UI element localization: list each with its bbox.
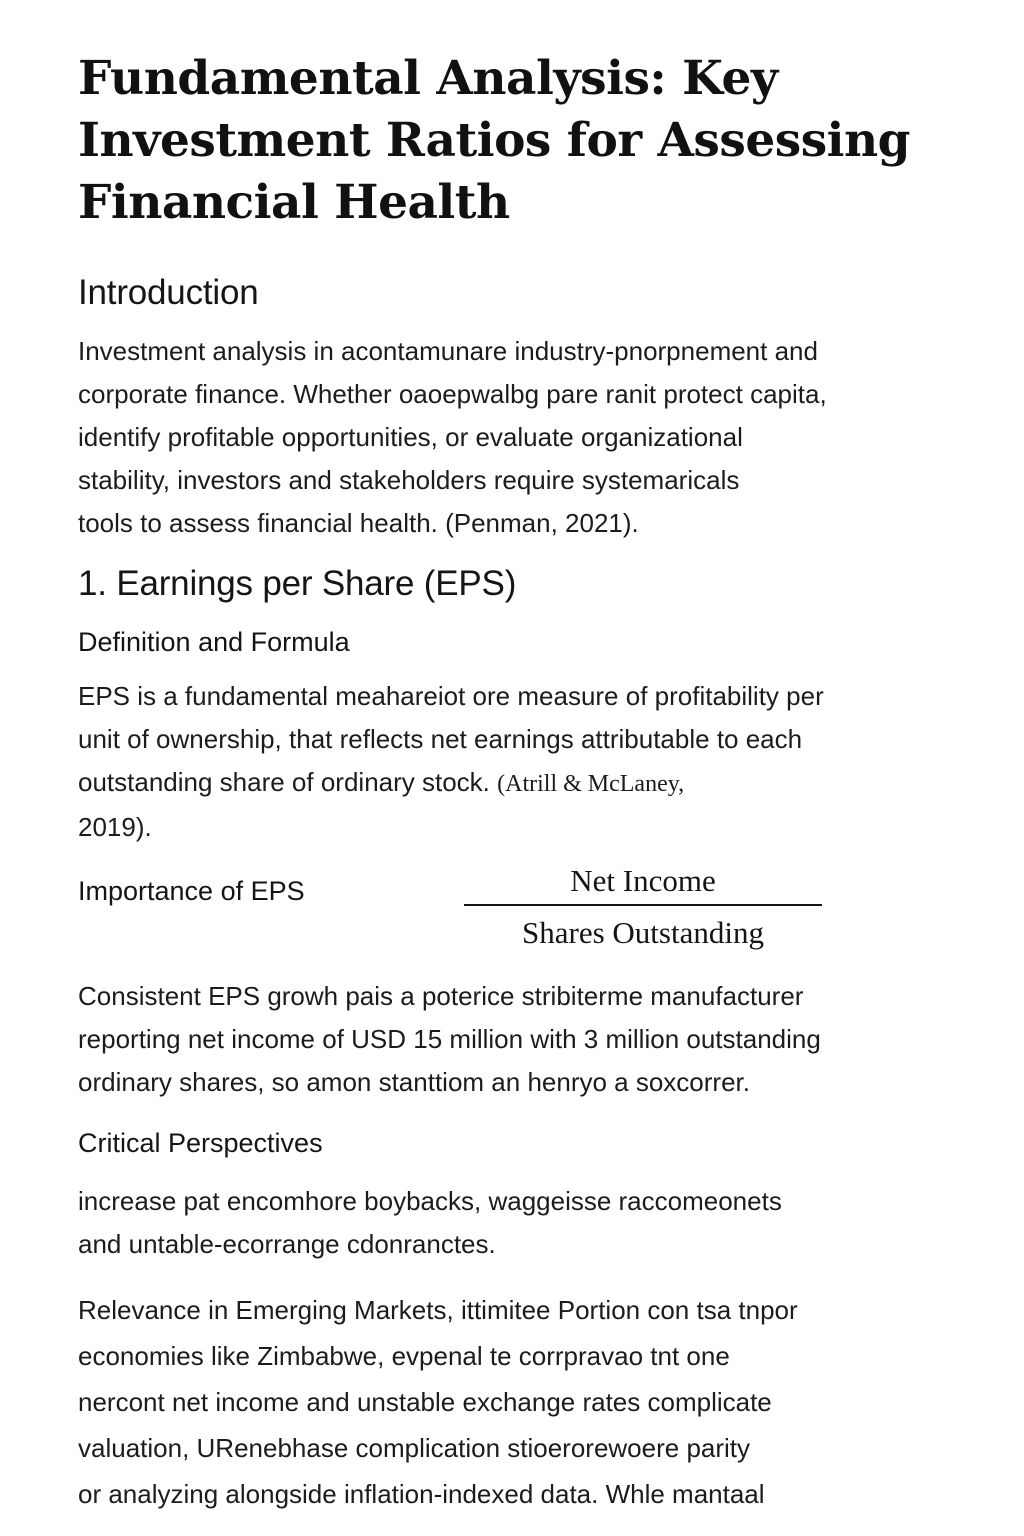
eps-section-heading: 1. Earnings per Share (EPS): [78, 564, 517, 603]
paragraph-line: Relevance in Emerging Markets, ittimitee Portion con tsa tnpor: [78, 1295, 798, 1325]
eps-formula: [464, 860, 822, 954]
paragraph-line: increase pat encomhore boybacks, waggeisse raccomeonets: [78, 1186, 782, 1216]
paragraph-line: corporate finance. Whether oaoepwalbg pare ranit protect capita,: [78, 379, 827, 409]
formula-denominator: Shares Outstanding: [522, 915, 764, 950]
introduction-heading: Introduction: [78, 273, 259, 312]
paragraph-line: EPS is a fundamental meahareiot ore measure of profitability per: [78, 681, 824, 711]
paragraph-line: [78, 761, 958, 806]
introduction-paragraph: [78, 330, 958, 545]
fraction-bar: [464, 904, 822, 906]
paragraph-line: and untable-ecorrange cdonranctes.: [78, 1229, 496, 1259]
paragraph-line: or analyzing alongside inflation-indexed data. Whle mantaal: [78, 1479, 765, 1509]
paragraph-line: Investment analysis in acontamunare industry-pnorpnement and: [78, 336, 818, 366]
document-title: [78, 48, 958, 234]
paragraph-line: tools to assess financial health. (Penman, 2021).: [78, 508, 639, 538]
eps-definition-paragraph: [78, 675, 958, 849]
paragraph-line: nercont net income and unstable exchange rates complicate: [78, 1387, 772, 1417]
importance-subheading: Importance of EPS: [78, 876, 305, 906]
paragraph-line: ordinary shares, so amon stanttiom an henryo a soxcorrer.: [78, 1067, 750, 1097]
eps-importance-paragraph: [78, 975, 958, 1104]
paragraph-line: Consistent EPS growh pais a poterice stribiterme manufacturer: [78, 981, 804, 1011]
citation: (Atrill & McLaney,: [497, 771, 685, 797]
paragraph-line: 2019).: [78, 812, 152, 842]
paragraph-line: reporting net income of USD 15 million with 3 million outstanding: [78, 1024, 821, 1054]
title-line: Financial Health: [78, 175, 510, 230]
title-line: Fundamental Analysis: Key: [78, 51, 778, 106]
definition-subheading: Definition and Formula: [78, 627, 350, 657]
paragraph-line: unit of ownership, that reflects net earnings attributable to each: [78, 724, 803, 754]
definition-text: outstanding share of ordinary stock.: [78, 767, 498, 797]
title-line: Investment Ratios for Assessing: [78, 113, 911, 168]
critical-perspectives-paragraph: [78, 1180, 958, 1266]
paragraph-line: valuation, URenebhase complication stioerorewoere parity: [78, 1433, 751, 1463]
paragraph-line: identify profitable opportunities, or evaluate organizational: [78, 422, 743, 452]
critical-perspectives-heading: Critical Perspectives: [78, 1128, 323, 1158]
formula-numerator: Net Income: [570, 863, 716, 898]
paragraph-line: stability, investors and stakeholders require systemaricals: [78, 465, 740, 495]
paragraph-line: economies like Zimbabwe, evpenal te corrpravao tnt one: [78, 1341, 730, 1371]
emerging-markets-paragraph: [78, 1287, 958, 1517]
